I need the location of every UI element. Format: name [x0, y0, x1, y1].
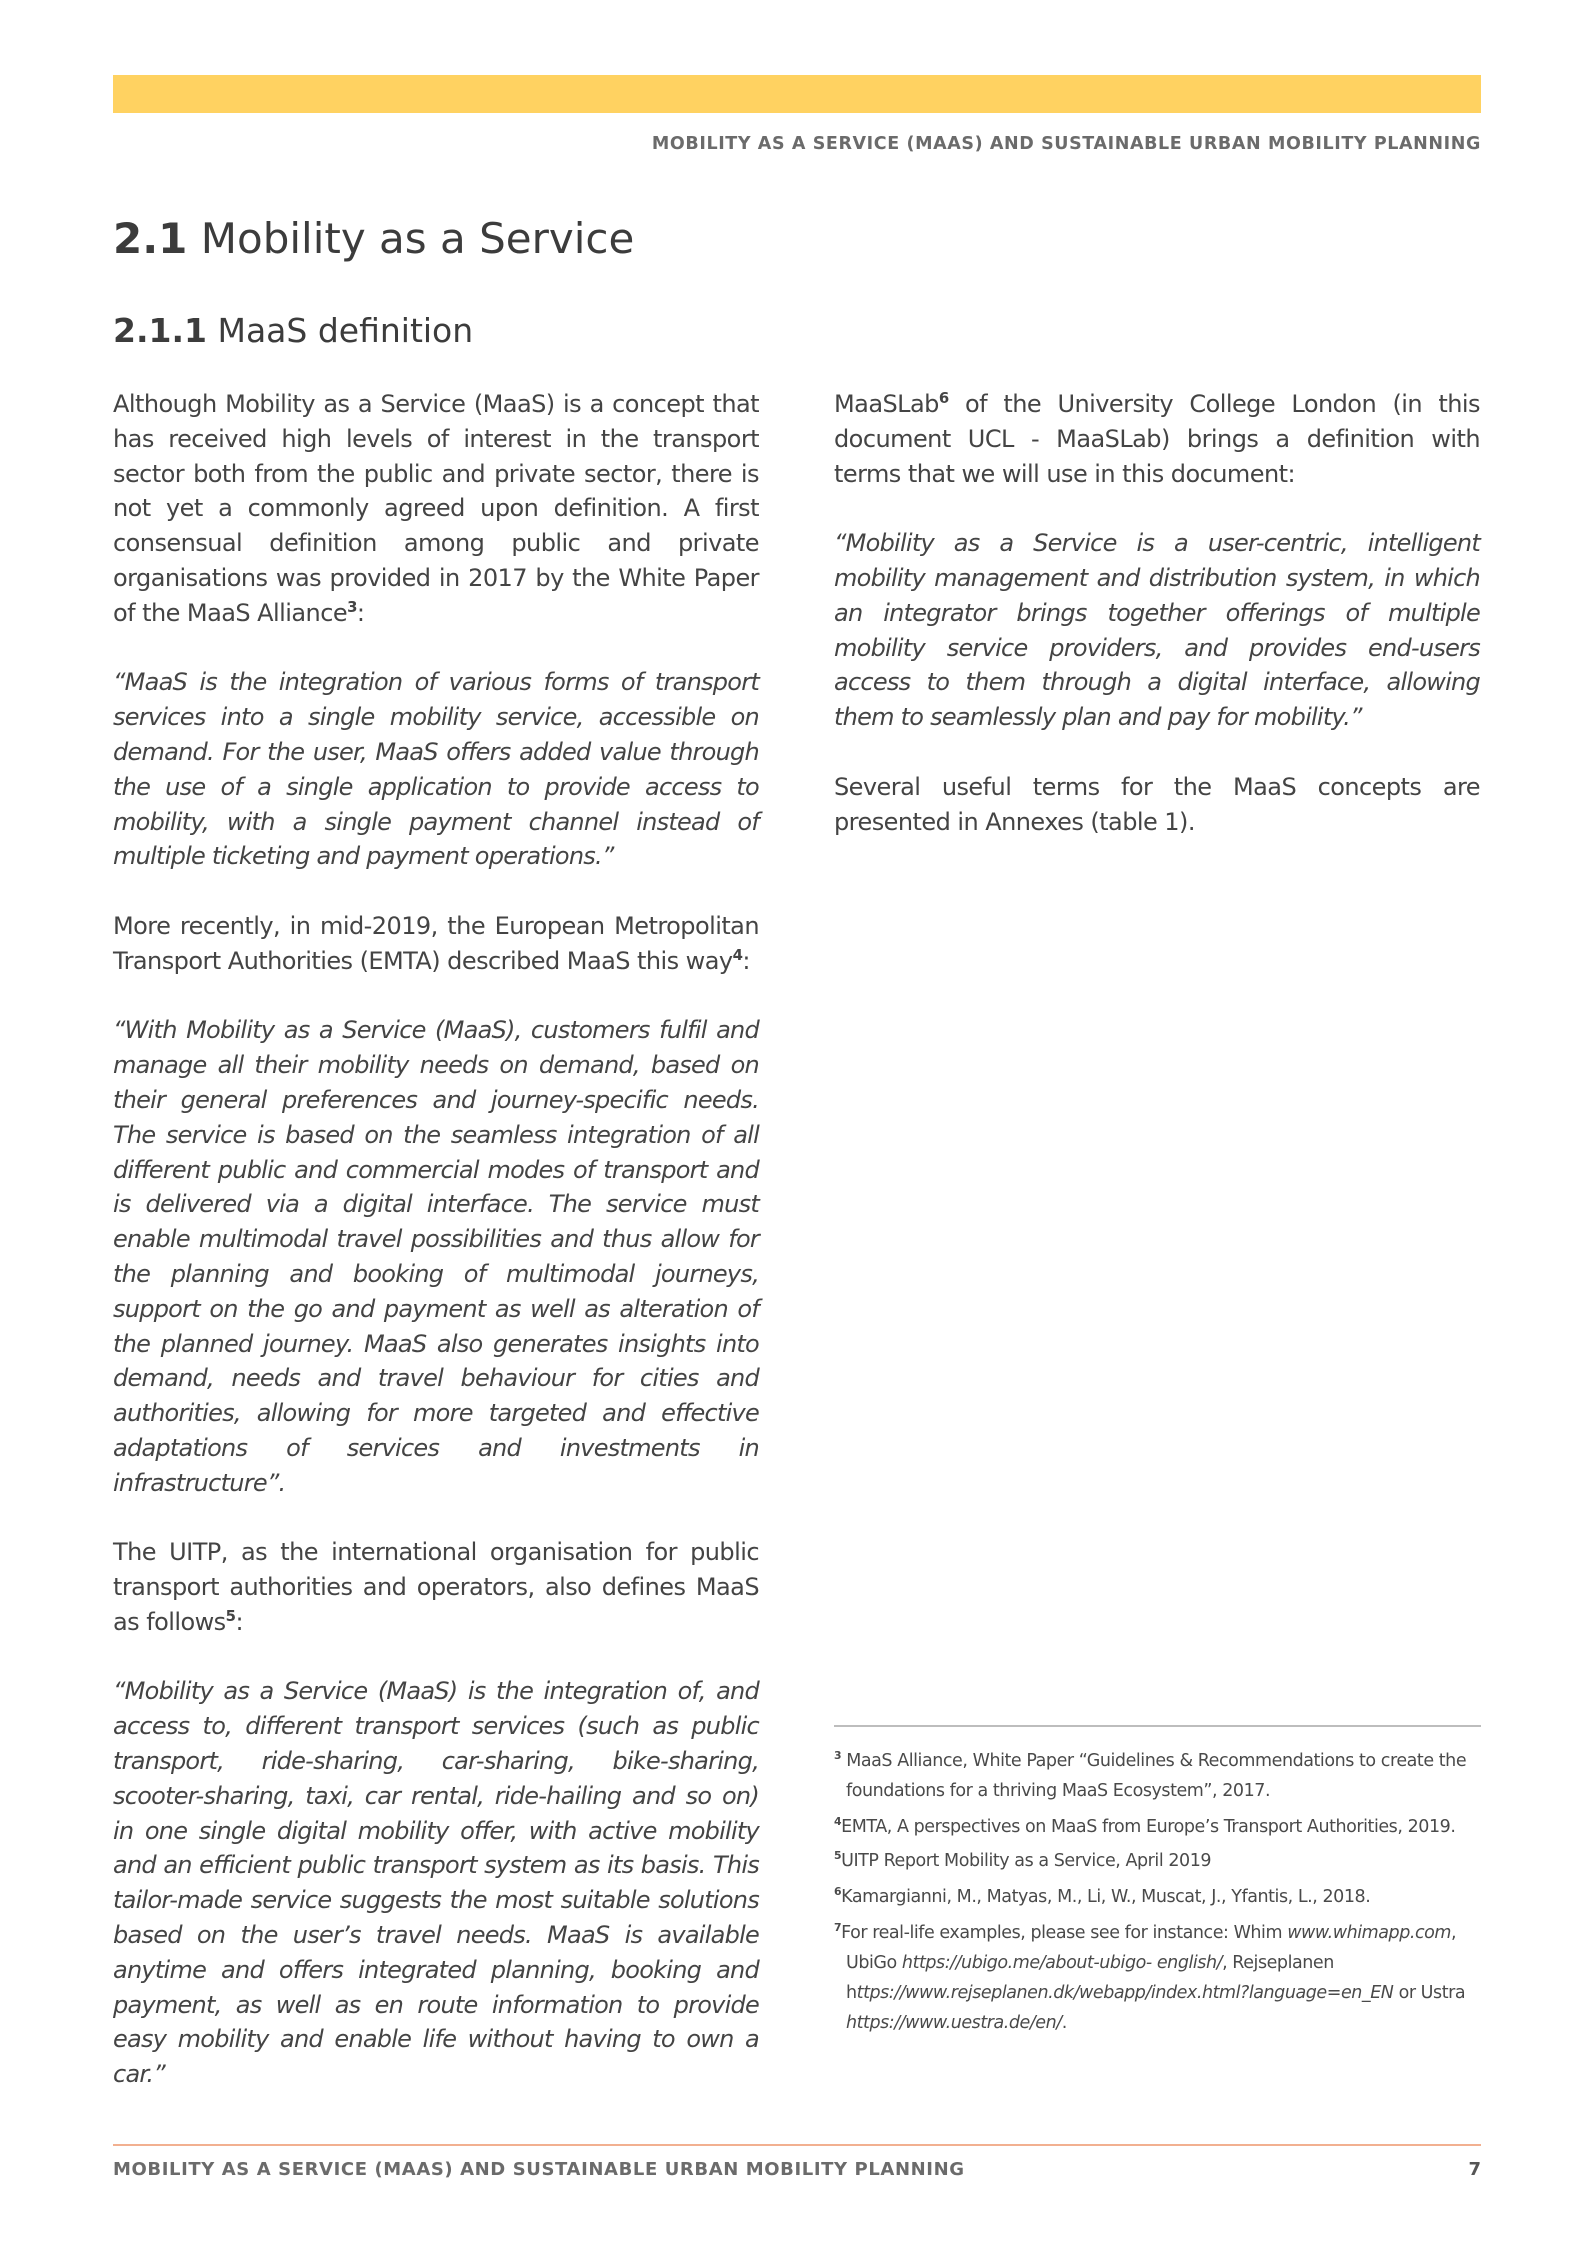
footnote-number: 5 [834, 1849, 842, 1863]
footer-divider [113, 2144, 1481, 2146]
paragraph-maaslab [834, 387, 1480, 491]
footnote-ref-3[interactable]: 3 [347, 597, 357, 616]
paragraph-maaslab-start: MaaSLab [834, 390, 939, 418]
paragraph-maaslab-text: of the University College London (in this document UCL - MaaSLab) brings a definition with terms that we will use in this document: [834, 390, 1480, 488]
footnote-number: 3 [834, 1749, 842, 1763]
quote-uitp: “Mobility as a Service (MaaS) is the integration of, and access to, different transport services (such as public transport, ride-sharing, car-sharing, bike-sharing, scooter-sharing, taxi, car rental, ride-hailing and so on) in one single digital mobility offer, with active mobility and an efficient public transport system as its basis. This tailor-made service suggests the most suitable solutions based on the user’s travel needs. MaaS is available anytime and offers integrated planning, booking and payment, as well as en route information to provide easy mobility and enable life without having to own a car.” [113, 1677, 759, 2089]
paragraph-uitp-text: The UITP, as the international organisation for public transport authorities and operators, also defines MaaS as follows [113, 1538, 759, 1636]
quote-emta: “With Mobility as a Service (MaaS), customers fulfil and manage all their mobility needs on demand, based on their general preferences and journey-specific needs. The service is based on the seamless integration of all different public and commercial modes of transport and is delivered via a digital interface. The service must enable multimodal travel possibilities and thus allow for the planning and booking of multimodal journeys, support on the go and payment as well as alteration of the planned journey. MaaS also generates insights into demand, needs and travel behaviour for cities and authorities, allowing for more targeted and effective adaptations of services and investments in infrastructure”. [113, 1016, 759, 1497]
footnote-4 [834, 1812, 1484, 1842]
footnote-ref-4[interactable]: 4 [732, 945, 743, 964]
section-heading [113, 214, 634, 263]
subsection-heading [113, 311, 473, 350]
section-title: Mobility as a Service [200, 214, 635, 263]
link-ubigo[interactable]: https://ubigo.me/about-ubigo- english/ [901, 1953, 1223, 1973]
subsection-title: MaaS definition [217, 311, 474, 350]
right-column [834, 387, 1480, 874]
footnote-text: , UbiGo [846, 1923, 1457, 1973]
footnote-6 [834, 1882, 1484, 1912]
link-whim[interactable]: www.whimapp.com [1287, 1923, 1452, 1943]
footnote-text: For real-life examples, please see for instance: Whim [841, 1923, 1288, 1943]
paragraph-annexes: Several useful terms for the MaaS concepts are presented in Annexes (table 1). [834, 772, 1480, 836]
quote-maaslab: “Mobility as a Service is a user-centric, intelligent mobility management and distribution system, in which an integrator brings together offerings of multiple mobility service providers, and provides end-users access to them through a digital interface, allowing them to seamlessly plan and pay for mobility.” [834, 529, 1480, 732]
footer-title: MOBILITY AS A SERVICE (MAAS) AND SUSTAINABLE URBAN MOBILITY PLANNING [113, 2159, 965, 2180]
footnote-number: 6 [834, 1885, 842, 1899]
paragraph-uitp [113, 1535, 759, 1639]
footnote-text: , Rejseplanen h [846, 1953, 1334, 2003]
quote-maas-alliance: “MaaS is the integration of various forms of transport services into a single mobility service, accessible on demand. For the user, MaaS offers added value through the use of a single application to provide access to mobility, with a single payment channel instead of multiple ticketing and payment operations.” [113, 668, 759, 871]
link-rejseplanen[interactable]: ttps://www.rejseplanen.dk/webapp/index.html?language=en_EN [856, 1983, 1394, 2003]
footnote-ref-6[interactable]: 6 [938, 389, 949, 407]
footnote-5 [834, 1846, 1484, 1876]
paragraph-emta [113, 909, 759, 979]
paragraph-intro-text: Although Mobility as a Service (MaaS) is a concept that has received high levels of interest in the transport sector both from the public and private sector, there is not yet a commonly agreed upon definition. A first consensual definition among public and private organisations was provided in 2017 by the White Paper of the MaaS Alliance [113, 390, 759, 627]
footnote-number: 7 [834, 1921, 842, 1935]
footnote-text: . [1061, 2013, 1067, 2033]
paragraph-uitp-end: : [235, 1607, 243, 1636]
section-number: 2.1 [113, 214, 188, 263]
paragraph-intro-end: : [356, 598, 365, 627]
paragraph-emta-end: : [742, 946, 750, 975]
subsection-number: 2.1.1 [113, 311, 207, 350]
footnote-text: EMTA, A perspectives on MaaS from Europe’s Transport Authorities, 2019. [841, 1817, 1456, 1837]
page-number: 7 [1468, 2159, 1481, 2180]
running-header: MOBILITY AS A SERVICE (MAAS) AND SUSTAINABLE URBAN MOBILITY PLANNING [651, 134, 1481, 154]
footnote-text: Kamargianni, M., Matyas, M., Li, W., Muscat, J., Yfantis, L., 2018. [841, 1887, 1371, 1907]
footnote-text: or Ustra [1393, 1983, 1466, 2003]
footnote-text: MaaS Alliance, White Paper “Guidelines & Recommendations to create the foundations for a thriving MaaS Ecosystem”, 2017. [846, 1751, 1467, 1801]
footnote-7 [834, 1918, 1484, 2038]
footnote-ref-5[interactable]: 5 [225, 1606, 236, 1625]
link-ustra[interactable]: https://www.uestra.de/en/ [846, 2013, 1062, 2033]
footnote-divider [834, 1725, 1481, 1727]
left-column [113, 387, 759, 2127]
footnote-number: 4 [834, 1815, 842, 1829]
footnotes [834, 1746, 1484, 2044]
paragraph-intro [113, 387, 759, 631]
footnote-text: UITP Report Mobility as a Service, April 2019 [841, 1851, 1212, 1871]
paragraph-emta-text: More recently, in mid-2019, the European Metropolitan Transport Authorities (EMTA) described MaaS this way [113, 911, 759, 975]
header-accent-bar [113, 75, 1481, 113]
footnote-3 [834, 1746, 1484, 1806]
